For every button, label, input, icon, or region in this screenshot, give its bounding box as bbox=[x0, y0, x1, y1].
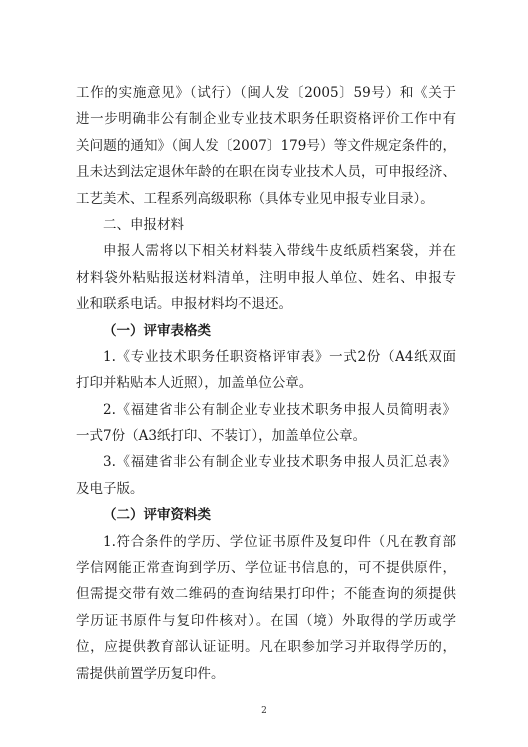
text-line: 位，应提供教育部认证证明。凡在职参加学习并取得学历的， bbox=[76, 639, 456, 656]
text-line: 业和联系电话。申报材料均不退还。 bbox=[76, 296, 292, 313]
text-line: 二、申报材料 bbox=[103, 216, 184, 233]
text-line: 申报人需将以下相关材料装入带线牛皮纸质档案袋，并在 bbox=[103, 243, 456, 260]
text-line: 3.《福建省非公有制企业专业技术职务申报人员汇总表》 bbox=[103, 454, 456, 471]
text-line: 1.符合条件的学历、学位证书原件及复印件（凡在教育部 bbox=[103, 533, 456, 550]
text-line: 打印并粘贴本人近照），加盖单位公章。 bbox=[76, 375, 313, 392]
text-line: 关问题的通知》（闽人发〔2007〕179号）等文件规定条件的， bbox=[76, 137, 456, 154]
text-line: 工艺美术、工程系列高级职称（具体专业见申报专业目录）。 bbox=[76, 190, 434, 207]
text-line: 且未达到法定退休年龄的在职在岗专业技术人员，可申报经济、 bbox=[76, 164, 456, 181]
page-number: 2 bbox=[261, 706, 267, 716]
text-line: 2.《福建省非公有制企业专业技术职务申报人员简明表》 bbox=[103, 401, 456, 418]
text-line: 学历证书原件与复印件核对）。在国（境）外取得的学历或学 bbox=[76, 612, 456, 629]
text-line: 材料袋外粘贴报送材料清单，注明申报人单位、姓名、申报专 bbox=[76, 269, 456, 286]
text-line: 学信网能正常查询到学历、学位证书信息的，可不提供原件， bbox=[76, 560, 456, 577]
text-line: 需提供前置学历复印件。 bbox=[76, 665, 225, 682]
text-line: 进一步明确非公有制企业专业技术职务任职资格评价工作中有 bbox=[76, 111, 456, 128]
document-body bbox=[76, 80, 456, 687]
section-subheading: （一）评审表格类 bbox=[103, 322, 211, 339]
section-subheading: （二）评审资料类 bbox=[103, 507, 211, 524]
text-line: 但需提交带有效二维码的查询结果打印件；不能查询的须提供 bbox=[76, 586, 456, 603]
text-line: 1.《专业技术职务任职资格评审表》一式2份（A4纸双面 bbox=[103, 348, 456, 365]
text-line: 工作的实施意见》（试行）（闽人发〔2005〕59号）和《关于 bbox=[76, 85, 456, 101]
text-line: 一式7份（A3纸打印、不装订），加盖单位公章。 bbox=[76, 428, 367, 445]
text-line: 及电子版。 bbox=[76, 480, 144, 497]
